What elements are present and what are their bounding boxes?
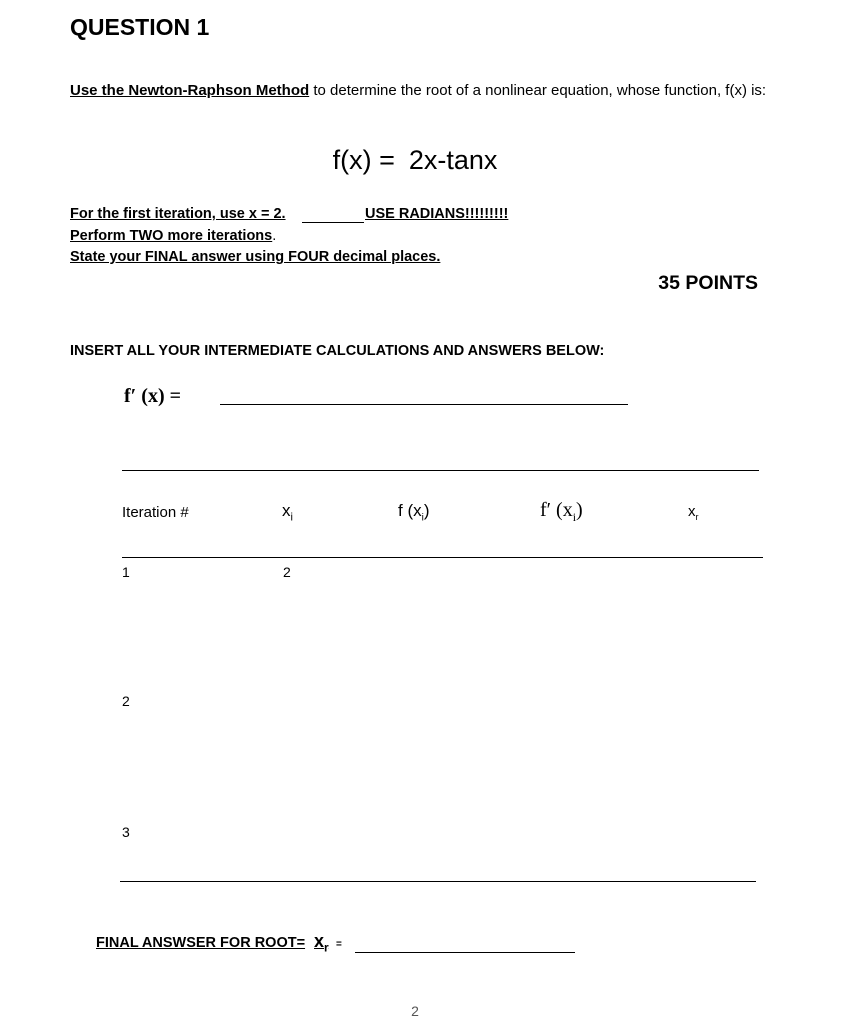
method-name: Use the Newton-Raphson Method (70, 82, 310, 99)
table-bottom-rule (120, 881, 756, 882)
xr-sub: r (695, 512, 699, 522)
question-title: QUESTION 1 (70, 14, 210, 40)
table-top-rule (122, 470, 759, 471)
row-1-iteration: 1 (122, 564, 130, 580)
insert-instruction: INSERT ALL YOUR INTERMEDIATE CALCULATIONS AND ANSWERS BELOW: (70, 343, 605, 359)
xi-base: x (282, 501, 291, 520)
final-answer-line (355, 952, 575, 953)
col-header-xr (688, 503, 699, 522)
col-header-xi (282, 501, 293, 523)
fxi-sub: i (421, 512, 424, 524)
instruction-final-places: State your FINAL answer using FOUR decimal places. (70, 249, 441, 265)
col-header-fpxi (540, 499, 583, 525)
instruction-underline-gap (302, 222, 364, 223)
derivative-answer-line (220, 404, 628, 405)
col-header-iteration: Iteration # (122, 504, 189, 521)
col-header-fxi (398, 501, 430, 523)
instruction-first-iteration: For the first iteration, use x = 2. (70, 206, 286, 222)
final-answer-variable (314, 931, 329, 955)
fxi-text: f (x (398, 501, 422, 520)
table-header-rule (122, 557, 763, 558)
points-label: 35 POINTS (658, 272, 758, 294)
question-intro (70, 80, 770, 101)
page-number: 2 (411, 1003, 419, 1019)
fpxi-text: f′ (x (540, 499, 573, 521)
instruction-more-iterations: Perform TWO more iterations (70, 228, 273, 244)
instruction-radians: USE RADIANS!!!!!!!!! (365, 206, 509, 222)
derivative-label: f′ (x) = (124, 385, 182, 407)
final-var-sub: r (324, 940, 329, 955)
intro-text: to determine the root of a nonlinear equation, whose function, f(x) is: (309, 82, 767, 99)
instruction-period: . (272, 228, 277, 244)
xr-base: x (688, 503, 696, 520)
final-var-base: x (314, 931, 325, 951)
final-answer-equals: = (336, 939, 342, 950)
equation-rhs: 2x-tanx (408, 145, 498, 175)
row-2-iteration: 2 (122, 693, 130, 709)
fpxi-sub: i (572, 510, 577, 524)
final-answer-label: FINAL ANSWSER FOR ROOT= (96, 935, 306, 951)
function-equation (0, 145, 830, 176)
equation-lhs: f(x) = (332, 145, 395, 175)
fxi-close: ) (423, 501, 430, 520)
fpxi-close: ) (576, 499, 583, 521)
row-1-xi: 2 (283, 564, 291, 580)
row-3-iteration: 3 (122, 824, 130, 840)
instruction-more-iterations-line (70, 228, 276, 244)
xi-sub: i (290, 511, 293, 524)
